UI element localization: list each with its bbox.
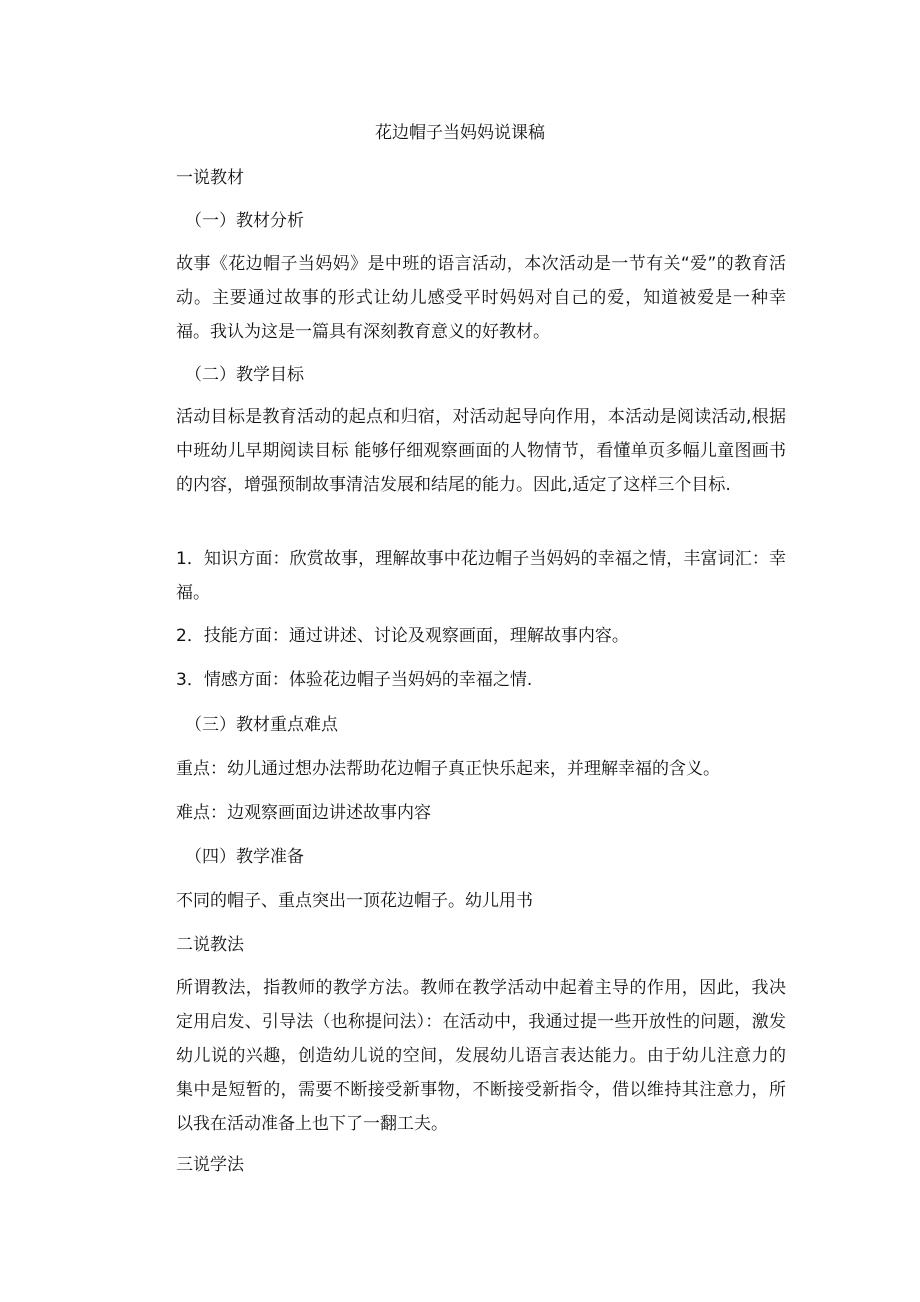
section-heading-1: 一说教材 bbox=[176, 168, 244, 188]
subsection-heading-1-2: （二）教学目标 bbox=[185, 365, 304, 385]
subsection-heading-1-1: （一）教材分析 bbox=[185, 211, 304, 231]
section-heading-2: 二说教法 bbox=[176, 935, 244, 955]
paragraph-material-analysis: 故事《花边帽子当妈妈》是中班的语言活动，本次活动是一节有关“爱”的教育活动。主要通过故事的形式让幼儿感受平时妈妈对自己的爱，知道被爱是一种幸福。我认为这是一篇具有深刻教育意义的好教材。 bbox=[176, 254, 786, 342]
goal-knowledge: 1．知识方面：欣赏故事，理解故事中花边帽子当妈妈的幸福之情，丰富词汇：幸福。 bbox=[176, 549, 786, 603]
goal-emotion: 3．情感方面：体验花边帽子当妈妈的幸福之情. bbox=[176, 670, 533, 690]
key-point: 重点：幼儿通过想办法帮助花边帽子真正快乐起来，并理解幸福的含义。 bbox=[176, 759, 720, 779]
goal-skill: 2．技能方面：通过讲述、讨论及观察画面，理解故事内容。 bbox=[176, 626, 629, 646]
difficulty-point: 难点：边观察画面边讲述故事内容 bbox=[176, 803, 431, 823]
paragraph-teaching-method: 所谓教法，指教师的教学方法。教师在教学活动中起着主导的作用，因此，我决定用启发、引导法（也称提问法）：在活动中，我通过提一些开放性的问题，激发幼儿说的兴趣，创造幼儿说的空间，发展幼儿语言表达能力。由于幼儿注意力的集中是短暂的，需要不断接受新事物，不断接受新指令，借以维持其注意力，所以我在活动准备上也下了一翻工夫。 bbox=[176, 978, 786, 1134]
page-title: 花边帽子当妈妈说课稿 bbox=[375, 123, 545, 143]
teaching-preparation: 不同的帽子、重点突出一顶花边帽子。幼儿用书 bbox=[176, 891, 533, 911]
section-heading-3: 三说学法 bbox=[176, 1155, 244, 1175]
subsection-heading-1-3: （三）教材重点难点 bbox=[185, 715, 338, 735]
subsection-heading-1-4: （四）教学准备 bbox=[185, 847, 304, 867]
paragraph-teaching-goals: 活动目标是教育活动的起点和归宿，对活动起导向作用，本活动是阅读活动,根据中班幼儿早期阅读目标 能够仔细观察画面的人物情节，看懂单页多幅儿童图画书的内容，增强预制故事清洁发展和结尾的能力。因此,适定了这样三个目标. bbox=[176, 407, 786, 495]
